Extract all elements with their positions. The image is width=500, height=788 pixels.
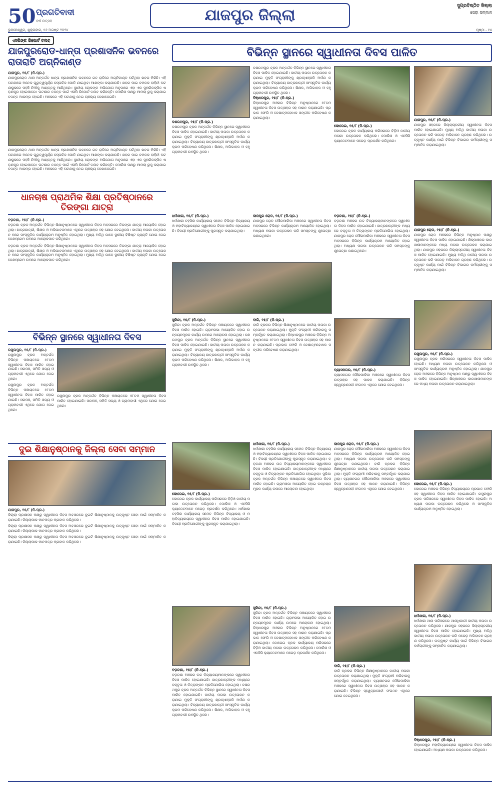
right-story-3-body: ରସୁଲପୁର ବ୍ଳକ ପରିସରରେ ସ୍ୱାଧୀନତା ଦିବସ ପାଳିତ ହୋଇଛି। ଅଧ୍ୟକ୍ଷ ପତାକା ଉତ୍ତୋଳନ କରିଥିଲେ ଓ ସାଂସ୍କୃତିକ କାର୍ଯ୍ୟକ୍ରମ ଅନୁଷ୍ଠିତ ହୋଇଥିଲା। — [414, 356, 492, 371]
award-photo — [8, 460, 166, 506]
right-story-5 — [414, 614, 492, 694]
mid-story-8-extra: ବିଞ୍ଝାରପୁର ଅଞ୍ଚଳର ବିଭିନ୍ନ ଅନୁଷ୍ଠାନରେ ୭୮ତମ ସ୍ୱାଧୀନତା ଦିବସ ଉତ୍ସାହର ସହ ପାଳନ କରାଯାଇଛି। ପ୍ରଭାତ ଫେରି ଓ ଦେଶାତ୍ମବୋଧକ ସଙ୍ଗୀତ ପରିବେଷଣ କରାଯାଇଥିଲା। — [253, 332, 331, 352]
mid-story-6 — [334, 214, 410, 314]
mid-story-7-place: ସୁକିନ୍ଦା, ୧୫/୮ (ନି.ପ୍ର.) — [172, 318, 206, 322]
right-story-1 — [414, 118, 492, 178]
mid-photo-4 — [334, 318, 410, 366]
mid-story-10-body: କୋରେଇ ବ୍ଳକ କାର୍ଯ୍ୟାଳୟ ପରିସରରେ ବିଡ଼ିଓ ଜାତୀୟ ପତାକା ଉତ୍ତୋଳନ କରିଥିଲେ। ପୋଲିସ ଓ ଏନସିସି କ୍ୟାଡେଟମାନେ ପରେଡ଼ ପ୍ରଦର୍ଶନ କରିଥିଲେ। — [172, 496, 250, 511]
mid-story-14-extra: ବିଞ୍ଝାରପୁର ଅଞ୍ଚଳର ବିଭିନ୍ନ ଅନୁଷ୍ଠାନରେ ୭୮ତମ ସ୍ୱାଧୀନତା ଦିବସ ଉତ୍ସାହର ସହ ପାଳନ କରାଯାଇଛି। ପ୍ରଭାତ ଫେରି ଓ ଦେଶାତ୍ମବୋଧକ ସଙ୍ଗୀତ ପରିବେଷଣ କରାଯାଇଥିଲା। — [253, 625, 331, 645]
second-byline: ବଡ଼ଚଣା, ୧୫/୮ (ନି.ପ୍ର.) — [8, 218, 45, 223]
right-story-4-place: କୋରେଇ, ୧୫/୮ (ନି.ପ୍ର.) — [414, 482, 452, 486]
right-photo-3 — [414, 300, 492, 350]
third-photos — [57, 348, 166, 440]
mid-story-11-extra2: ସୁକିନ୍ଦା ବ୍ଳକ ଅନ୍ତର୍ଗତ ବିଭିନ୍ନ ପଞ୍ଚାୟତରେ ସ୍ୱାଧୀନତା ଦିବସ ପାଳିତ ହୋଇଛି। ଗ୍ରାମସଭା ଆୟୋଜିତ ହୋଇ ଉନ୍ନୟନମୂଳକ କାର୍ଯ୍ୟ ଉପରେ ଆଲୋଚନା ହୋଇଥିଲା। — [253, 471, 331, 491]
mid-story-14-extra2: କୋରେଇ ବ୍ଳକ କାର୍ଯ୍ୟାଳୟ ପରିସରରେ ବିଡ଼ିଓ ଜାତୀୟ ପତାକା ଉତ୍ତୋଳନ କରିଥିଲେ। ପୋଲିସ ଓ ଏନସିସି କ୍ୟାଡେଟମାନେ ପରେଡ଼ ପ୍ରଦର୍ଶନ କରିଥିଲେ। — [253, 640, 331, 655]
date-line: ଭୁବନେଶ୍ୱର, ଶୁକ୍ରବାର, ୧୬ ଅଗଷ୍ଟ ୨୦୨୪ — [8, 28, 69, 32]
mid-photo-6 — [172, 606, 250, 666]
right-story-3-extra: ଯାଜପୁର ରୋଡ ଅଞ୍ଚଳରେ ବିଭିନ୍ନ ଅନୁଷ୍ଠାନ ପକ୍ଷରୁ ସ୍ୱାଧୀନତା ଦିବସ ପାଳିତ ହୋଇଯାଇଛି। ଶିଳ୍ପାଞ୍ଚଳର କାରଖାନାମାନଙ୍କରେ ମଧ୍ୟ ପତାକା ଉତ୍ତୋଳନ କରାଯାଇଥିଲା। — [414, 366, 492, 386]
mid-story-11-extra: ବଡ଼ଚଣା ଅଞ୍ଚଳର ଉଚ୍ଚ ବିଦ୍ୟାଳୟମାନଙ୍କରେ ସ୍ୱାଧୀନତା ଦିବସ ପାଳିତ ହୋଇଯାଇଛି। ଛାତ୍ରଛାତ୍ରୀଙ୍କ ମଧ୍ୟରେ ବକ୍ତୃତା ଓ ଚିତ୍ରାଙ୍କନ ପ୍ରତିଯୋଗିତା ହୋଇଥିଲା। — [253, 456, 331, 476]
fourth-headline: ଦୁଇ ଶିକ୍ଷାନୁଷ୍ଠାନକୁ ଜିଲ୍ଲା ସେବା ସମ୍ମାନ — [8, 443, 166, 457]
logo-tagline: ବର୍ଷ ଉତ୍ସବ — [36, 19, 53, 23]
mid-story-4 — [172, 214, 250, 260]
lead-story — [8, 71, 166, 100]
mid-story-8 — [253, 318, 331, 438]
right-photo-2 — [414, 180, 492, 226]
mid-story-1-place: ଦଶରଥପୁର, ୧୫/୮ (ନି.ପ୍ର.) — [172, 120, 214, 124]
fourth-story — [8, 508, 166, 568]
right-story-5-extra: ଯାଜପୁର ସହରରେ ଜିଲ୍ଲାସ୍ତରୀୟ ସ୍ୱାଧୀନତା ଦିବସ ପାଳିତ ହୋଇଯାଇଛି। ମୁଖ୍ୟ ଅତିଥି ଜାତୀୟ ପତାକା ଉତ୍ତୋଳନ କରି ପରେଡ଼ ଅଭିବାଦନ ଗ୍ରହଣ କରିଥିଲେ। ଉତ୍କୃଷ୍ଟ କାର୍ଯ୍ୟ ପାଇଁ ବିଭିନ୍ନ ବିଭାଗର କର୍ମଚାରୀଙ୍କୁ ସମ୍ମାନିତ କରାଯାଇଥିଲା। — [414, 623, 492, 648]
mid-story-14-place: ସୁକିନ୍ଦା, ୧୫/୮ (ନି.ପ୍ର.) — [253, 606, 287, 610]
third-story — [8, 348, 54, 440]
mid-story-14-body: ସୁକିନ୍ଦା ବ୍ଳକ ଅନ୍ତର୍ଗତ ବିଭିନ୍ନ ପଞ୍ଚାୟତରେ ସ୍ୱାଧୀନତା ଦିବସ ପାଳିତ ହୋଇଛି। ଗ୍ରାମସଭା ଆୟୋଜିତ ହୋଇ ଉନ୍ନୟନମୂଳକ କାର୍ଯ୍ୟ ଉପରେ ଆଲୋଚନା ହୋଇଥିଲା। — [253, 610, 331, 625]
mid-photo-1 — [172, 66, 250, 118]
mid-story-13-extra: ଦଶରଥପୁର ବ୍ଳକ ଅନ୍ତର୍ଗତ ବିଭିନ୍ନ ସ୍ଥାନରେ ସ୍ୱାଧୀନତା ଦିବସ ପାଳିତ ହୋଇଯାଇଛି। ଜାତୀୟ ପତାକା ଉତ୍ତୋଳନ କରାଯାଇ ମୁକ୍ତି ସଂଗ୍ରାମୀଙ୍କୁ ଶ୍ରଦ୍ଧାଞ୍ଜଳି ଅର୍ପଣ କରାଯାଇଥିଲା। ବିଦ୍ୟାଳୟ ଛାତ୍ରଛାତ୍ରୀ ସାଂସ୍କୃତିକ କାର୍ଯ୍ୟକ୍ରମ ପରିବେଷଣ କରିଥିଲେ। ଶିକ୍ଷକ, ଅଭିଭାବକ ଓ ବହୁ ଗ୍ରାମବାସୀ ଉପସ୍ଥିତ ଥିଲେ। — [172, 682, 250, 717]
mid-story-5 — [253, 214, 331, 260]
lead-story-body-2: ଯାଜପୁରରୋଡ ଥାନା ଅନ୍ତର୍ଗତ ଧାନ୍ତା ପ୍ରଶାସନିକ ଭବନରେ ଗତ ରାତିରେ ଅଗ୍ନିକାଣ୍ଡ ଘଟିଥିବା ଖବର ମିଳିଛି। ଏହି ଘଟଣାରେ ଅନେକ ଗୁରୁତ୍ୱପୂର୍ଣ୍ଣ ଦସ୍ତାବିଜ ପୋଡି ଯାଇଥିବା ଆଶଙ୍କା କରାଯାଉଛି। ଖବର ପାଇ ଦମକଳ ବାହିନୀ ଘଟଣାସ୍ଥଳରେ ପହଞ୍ଚି ନିଆଁକୁ ଆୟତ୍ତକୁ ଆଣିଥିଲେ। ସ୍ଥାନୀୟ ଲୋକଙ୍କ ଅଭିଯୋଗ ଅନୁସାରେ ଏହା ଏକ ସୁପରିକଳ୍ପିତ ଷଡ଼ଯନ୍ତ୍ର ହୋଇପାରେ। ଘଟଣାର ତଦନ୍ତ ପାଇଁ ଏସପି ରିପୋର୍ଟ ତଲବ କରିଛନ୍ତି। ପୋଲିସ ପକ୍ଷରୁ ମାମଲା ରୁଜୁ କରାଯାଇ ତଦନ୍ତ ଆରମ୍ଭ ହୋଇଛି। ଅଞ୍ଚଳରେ ଏହି ଘଟଣାକୁ ନେଇ ଚାଞ୍ଚଲ୍ୟ ଦେଖାଦେଇଛି। — [8, 148, 166, 172]
section-banner: ବିଭିନ୍ନ ସ୍ଥାନରେ ସ୍ୱାଧୀନତା ଦିବସ ପାଳିତ — [172, 44, 492, 62]
third-story-body: ରସୁଲପୁର ବ୍ଳକ ଅନ୍ତର୍ଗତ ବିଭିନ୍ନ ପଞ୍ଚାୟତରେ ୭୮ତମ ସ୍ୱାଧୀନତା ଦିବସ ପାଳିତ ହୋଇଯାଇଛି। ସରପଞ୍ଚ, ସମିତି ସଭ୍ୟ ଓ ଗ୍ରାମବାସୀ ଏଥିରେ ଯୋଗ ଦେଇଥିଲେ। — [8, 352, 54, 382]
right-photo-6 — [414, 696, 492, 736]
right-ad-line2: ସେବା ସମ୍ମାନ — [470, 10, 492, 16]
mid-story-13-place: ବଡ଼ଚଣା, ୧୫/୮ (ନି.ପ୍ର.) — [172, 668, 209, 672]
third-story-block — [8, 348, 166, 440]
mid-story-4-body: ଧର୍ମଶାଳା ତହସିଲ କାର୍ଯ୍ୟାଳୟ ସମେତ ବିଭିନ୍ନ ବିଦ୍ୟାଳୟ ଓ ମହାବିଦ୍ୟାଳୟରେ ସ୍ୱାଧୀନତା ଦିବସ ପାଳିତ ହୋଇଯାଇଛି। ବିଜୟୀ ପ୍ରତିଯୋଗୀଙ୍କୁ ପୁରସ୍କୃତ କରାଯାଇଥିଲା। — [172, 218, 250, 233]
mid-story-1-body: ଦଶରଥପୁର ବ୍ଳକ ଅନ୍ତର୍ଗତ ବିଭିନ୍ନ ସ୍ଥାନରେ ସ୍ୱାଧୀନତା ଦିବସ ପାଳିତ ହୋଇଯାଇଛି। ଜାତୀୟ ପତାକା ଉତ୍ତୋଳନ କରାଯାଇ ମୁକ୍ତି ସଂଗ୍ରାମୀଙ୍କୁ ଶ୍ରଦ୍ଧାଞ୍ଜଳି ଅର୍ପଣ କରାଯାଇଥିଲା। ବିଦ୍ୟାଳୟ ଛାତ୍ରଛାତ୍ରୀ ସାଂସ୍କୃତିକ କାର୍ଯ୍ୟକ୍ରମ ପରିବେଷଣ କରିଥିଲେ। ଶିକ୍ଷକ, ଅଭିଭାବକ ଓ ବହୁ ଗ୍ରାମବାସୀ ଉପସ୍ଥିତ ଥିଲେ। — [172, 124, 250, 154]
right-story-2-extra: ଯାଜପୁର ସହରରେ ଜିଲ୍ଲାସ୍ତରୀୟ ସ୍ୱାଧୀନତା ଦିବସ ପାଳିତ ହୋଇଯାଇଛି। ମୁଖ୍ୟ ଅତିଥି ଜାତୀୟ ପତାକା ଉତ୍ତୋଳନ କରି ପରେଡ଼ ଅଭିବାଦନ ଗ୍ରହଣ କରିଥିଲେ। ଉତ୍କୃଷ୍ଟ କାର୍ଯ୍ୟ ପାଇଁ ବିଭିନ୍ନ ବିଭାଗର କର୍ମଚାରୀଙ୍କୁ ସମ୍ମାନିତ କରାଯାଇଥିଲା। — [414, 247, 492, 272]
page-footer-rule — [8, 781, 492, 785]
right-story-3-place: ରସୁଲପୁର, ୧୫/୮ (ନି.ପ୍ର.) — [414, 352, 453, 356]
right-story-2-place: ଯାଜପୁର ରୋଡ, ୧୫/୮ (ନି.ପ୍ର.) — [414, 228, 460, 232]
mid-photo-5 — [172, 442, 250, 490]
right-ad-line1: ସୁପ୍ରତିଷ୍ଠିତ ଜିଲ୍ଲା — [456, 4, 492, 9]
mid-story-9-place: ବ୍ୟାସନଗର, ୧୫/୮ (ନି.ପ୍ର.) — [334, 368, 376, 372]
mid-story-12-extra2: ବ୍ୟାସନଗର ପୌରପାଳିକା ଅଞ୍ଚଳରେ ସ୍ୱାଧୀନତା ଦିବସ ଉତ୍ସାହର ସହ ପାଳନ କରାଯାଇଛି। ବିଭିନ୍ନ ସ୍ୱେଚ୍ଛାସେବୀ ସଂଗଠନ ଏଥିରେ ଯୋଗ ଦେଇଥିଲେ। — [334, 476, 410, 491]
third-byline: ରସୁଲପୁର, ୧୫/୮ (ନି.ପ୍ର.) — [8, 348, 47, 353]
right-story-3 — [414, 352, 492, 428]
mid-story-6-place: ବଡ଼ଚଣା, ୧୫/୮ (ନି.ପ୍ର.) — [334, 214, 371, 218]
flag-photo-1 — [57, 348, 166, 392]
fourth-story-body-2: ଜିଲ୍ଲା ପ୍ରଶାସନ ପକ୍ଷରୁ ସ୍ୱାଧୀନତା ଦିବସ ଅବସରରେ ଦୁଇଟି ଶିକ୍ଷାନୁଷ୍ଠାନକୁ ଉତ୍କୃଷ୍ଟ ସେବା ପାଇଁ ସମ୍ମାନିତ କରାଯାଇଛି। ଜିଲ୍ଲାପାଳ ମାନପତ୍ର ପ୍ରଦାନ କରିଥିଲେ। — [8, 524, 166, 533]
mid-story-3-body: କୋରେଇ ବ୍ଳକ କାର୍ଯ୍ୟାଳୟ ପରିସରରେ ବିଡ଼ିଓ ଜାତୀୟ ପତାକା ଉତ୍ତୋଳନ କରିଥିଲେ। ପୋଲିସ ଓ ଏନସିସି କ୍ୟାଡେଟମାନେ ପରେଡ଼ ପ୍ରଦର୍ଶନ କରିଥିଲେ। — [334, 128, 410, 143]
mid-story-12-body: ଯାଜପୁର ରୋଡ ପୌରପାଳିକା ଅଞ୍ଚଳରେ ସ୍ୱାଧୀନତା ଦିବସ ଅବସରରେ ବିଭିନ୍ନ କାର୍ଯ୍ୟକ୍ରମ ଆୟୋଜିତ ହୋଇଥିଲା। ଅଧ୍ୟକ୍ଷ ପତାକା ଉତ୍ତୋଳନ କରି ସମସ୍ତଙ୍କୁ ଶୁଭେଚ୍ଛା ଜଣାଇଥିଲେ। — [334, 446, 410, 466]
right-story-4-extra: ରସୁଲପୁର ବ୍ଳକ ପରିସରରେ ସ୍ୱାଧୀନତା ଦିବସ ପାଳିତ ହୋଇଛି। ଅଧ୍ୟକ୍ଷ ପତାକା ଉତ୍ତୋଳନ କରିଥିଲେ ଓ ସାଂସ୍କୃତିକ କାର୍ଯ୍ୟକ୍ରମ ଅନୁଷ୍ଠିତ ହୋଇଥିଲା। — [414, 491, 492, 511]
mid-story-11-body: ଧର୍ମଶାଳା ତହସିଲ କାର୍ଯ୍ୟାଳୟ ସମେତ ବିଭିନ୍ନ ବିଦ୍ୟାଳୟ ଓ ମହାବିଦ୍ୟାଳୟରେ ସ୍ୱାଧୀନତା ଦିବସ ପାଳିତ ହୋଇଯାଇଛି। ବିଜୟୀ ପ୍ରତିଯୋଗୀଙ୍କୁ ପୁରସ୍କୃତ କରାଯାଇଥିଲା। — [253, 446, 331, 461]
page-number: ପୃଷ୍ଠା - ୧୪ — [476, 28, 492, 32]
mid-photo-3 — [172, 262, 332, 314]
mid-story-2-lead: ଦଶରଥପୁର ବ୍ଳକ ଅନ୍ତର୍ଗତ ବିଭିନ୍ନ ସ୍ଥାନରେ ସ୍ୱାଧୀନତା ଦିବସ ପାଳିତ ହୋଇଯାଇଛି। ଜାତୀୟ ପତାକା ଉତ୍ତୋଳନ କରାଯାଇ ମୁକ୍ତି ସଂଗ୍ରାମୀଙ୍କୁ ଶ୍ରଦ୍ଧାଞ୍ଜଳି ଅର୍ପଣ କରାଯାଇଥିଲା। ବିଦ୍ୟାଳୟ ଛାତ୍ରଛାତ୍ରୀ ସାଂସ୍କୃତିକ କାର୍ଯ୍ୟକ୍ରମ ପରିବେଷଣ କରିଥିଲେ। ଶିକ୍ଷକ, ଅଭିଭାବକ ଓ ବହୁ ଗ୍ରାମବାସୀ ଉପସ୍ଥିତ ଥିଲେ। — [253, 66, 331, 95]
mid-story-12-place: ଜାଜପୁର ରୋଡ, ୧୫/୮ (ନି.ପ୍ର.) — [334, 442, 379, 446]
anniversary-number: 50 — [8, 4, 36, 28]
masthead-right-ad — [392, 4, 492, 28]
district-page-title: ଯାଜପୁର ଜିଲ୍ଲା — [150, 3, 350, 28]
mid-story-8-body: ବାରି ବ୍ଳକର ବିଭିନ୍ନ ଶିକ୍ଷାନୁଷ୍ଠାନରେ ଜାତୀୟ ପତାକା ଉତ୍ତୋଳନ କରାଯାଇଥିଲା। ମୁକ୍ତି ସଂଗ୍ରାମୀ ପରିବାରକୁ ସମ୍ବର୍ଦ୍ଧିତ କରାଯାଇଥିଲା। — [253, 322, 331, 337]
second-story — [8, 218, 166, 328]
second-story-body-2: ବଡ଼ଚଣା ବ୍ଳକ ଅନ୍ତର୍ଗତ ବିଭିନ୍ନ ଶିକ୍ଷାନୁଷ୍ଠାନରେ ସ୍ୱାଧୀନତା ଦିବସ ଅବସରରେ ତିରଙ୍ଗା ଯାତ୍ରା ଆୟୋଜିତ ହୋଇଥିଲା। ଛାତ୍ରଛାତ୍ରୀ, ଶିକ୍ଷକ ଓ ଅଭିଭାବକମାନେ ଏଥିରେ ଉତ୍ସାହର ସହ ଯୋଗ ଦେଇଥିଲେ। ଜାତୀୟ ପତାକା ଉତ୍ତୋଳନ ପରେ ସାଂସ୍କୃତିକ କାର୍ଯ୍ୟକ୍ରମ ଅନୁଷ୍ଠିତ ହୋଇଥିଲା। ମୁଖ୍ୟ ଅତିଥି ଭାବେ ସ୍ଥାନୀୟ ବିଶିଷ୍ଟ ବ୍ୟକ୍ତି ଯୋଗ ଦେଇ ଦେଶପ୍ରେମ ଉପରେ ଆଲୋକପାତ କରିଥିଲେ। — [8, 243, 166, 263]
right-photo-5 — [414, 564, 492, 612]
mid-story-14 — [253, 606, 331, 778]
mid-story-6-body: ବଡ଼ଚଣା ଅଞ୍ଚଳର ଉଚ୍ଚ ବିଦ୍ୟାଳୟମାନଙ୍କରେ ସ୍ୱାଧୀନତା ଦିବସ ପାଳିତ ହୋଇଯାଇଛି। ଛାତ୍ରଛାତ୍ରୀଙ୍କ ମଧ୍ୟରେ ବକ୍ତୃତା ଓ ଚିତ୍ରାଙ୍କନ ପ୍ରତିଯୋଗିତା ହୋଇଥିଲା। — [334, 218, 410, 233]
lead-headline: ଯାଜପୁରରୋଡ-ଧାନ୍ତା ପ୍ରଶାସନିକ ଭବନରେ ରାତାରାତି ଅଗ୍ନିକାଣ୍ଡ — [8, 47, 159, 69]
third-story-body-2: ରସୁଲପୁର ବ୍ଳକ ଅନ୍ତର୍ଗତ ବିଭିନ୍ନ ପଞ୍ଚାୟତରେ ୭୮ତମ ସ୍ୱାଧୀନତା ଦିବସ ପାଳିତ ହୋଇଯାଇଛି। ସରପଞ୍ଚ, ସମିତି ସଭ୍ୟ ଓ ଗ୍ରାମବାସୀ ଏଥିରେ ଯୋଗ ଦେଇଥିଲେ। — [8, 383, 54, 412]
fire-photo — [8, 102, 166, 146]
right-story-5-place: ଧର୍ମଶାଳା, ୧୫/୮ (ନି.ପ୍ର.) — [414, 614, 451, 618]
right-story-6 — [414, 738, 492, 778]
mid-story-4-place: ଧର୍ମଶାଳା, ୧୫/୮ (ନି.ପ୍ର.) — [172, 214, 209, 218]
newspaper-name: ପ୍ରଗତିବାଦୀ — [36, 8, 75, 17]
second-headline: ଧାନଚାଷ ପ୍ରାଥମିକ ଶିକ୍ଷା ପ୍ରତିଷ୍ଠାନରେ ତିରଙ୍ଗା ଯାତ୍ରା — [8, 191, 166, 215]
mid-story-15-body: ବାରି ବ୍ଳକର ବିଭିନ୍ନ ଶିକ୍ଷାନୁଷ୍ଠାନରେ ଜାତୀୟ ପତାକା ଉତ୍ତୋଳନ କରାଯାଇଥିଲା। ମୁକ୍ତି ସଂଗ୍ରାମୀ ପରିବାରକୁ ସମ୍ବର୍ଦ୍ଧିତ କରାଯାଇଥିଲା। — [334, 668, 410, 683]
right-story-5-body: ଧର୍ମଶାଳା ଥାନା ପରିସରରେ ଥାନାଧିକାରୀ ଜାତୀୟ ପତାକା ଉତ୍ତୋଳନ କରିଥିଲେ। — [414, 618, 492, 628]
mid-story-3 — [334, 124, 410, 210]
right-story-6-body: ବିଞ୍ଝାରପୁର ମହାବିଦ୍ୟାଳୟରେ ସ୍ୱାଧୀନତା ଦିବସ ପାଳିତ ହୋଇଯାଇଛି। ଅଧ୍ୟକ୍ଷ ପତାକା ଉତ୍ତୋଳନ କରିଥିଲେ। — [414, 742, 492, 752]
right-story-2-body: ଯାଜପୁର ରୋଡ ଅଞ୍ଚଳରେ ବିଭିନ୍ନ ଅନୁଷ୍ଠାନ ପକ୍ଷରୁ ସ୍ୱାଧୀନତା ଦିବସ ପାଳିତ ହୋଇଯାଇଛି। ଶିଳ୍ପାଞ୍ଚଳର କାରଖାନାମାନଙ୍କରେ ମଧ୍ୟ ପତାକା ଉତ୍ତୋଳନ କରାଯାଇଥିଲା। — [414, 232, 492, 252]
mid-story-15 — [334, 664, 410, 778]
left-column — [8, 36, 166, 568]
mid-story-11 — [253, 442, 331, 602]
fourth-story-body-3: ଜିଲ୍ଲା ପ୍ରଶାସନ ପକ୍ଷରୁ ସ୍ୱାଧୀନତା ଦିବସ ଅବସରରେ ଦୁଇଟି ଶିକ୍ଷାନୁଷ୍ଠାନକୁ ଉତ୍କୃଷ୍ଟ ସେବା ପାଇଁ ସମ୍ମାନିତ କରାଯାଇଛି। ଜିଲ୍ଲାପାଳ ମାନପତ୍ର ପ୍ରଦାନ କରିଥିଲେ। — [8, 535, 166, 545]
mid-story-6-extra: ଯାଜପୁର ରୋଡ ପୌରପାଳିକା ଅଞ୍ଚଳରେ ସ୍ୱାଧୀନତା ଦିବସ ଅବସରରେ ବିଭିନ୍ନ କାର୍ଯ୍ୟକ୍ରମ ଆୟୋଜିତ ହୋଇଥିଲା। ଅଧ୍ୟକ୍ଷ ପତାକା ଉତ୍ତୋଳନ କରି ସମସ୍ତଙ୍କୁ ଶୁଭେଚ୍ଛା ଜଣାଇଥିଲେ। — [334, 233, 410, 253]
right-story-2 — [414, 228, 492, 298]
right-story-1-place: ଯାଜପୁର, ୧୫/୮ (ନି.ପ୍ର.) — [414, 118, 451, 122]
fourth-byline: ଯାଜପୁର, ୧୫/୮ (ନି.ପ୍ର.) — [8, 508, 45, 513]
right-story-4 — [414, 482, 492, 562]
mid-story-10 — [172, 492, 250, 602]
right-photo-4 — [414, 430, 492, 480]
mid-photo-7 — [334, 606, 410, 662]
lead-byline: ଯାଜପୁର, ୧୫/୮ (ନି.ପ୍ର.) — [8, 70, 45, 75]
mid-story-9 — [334, 368, 410, 438]
story-kicker: ଏସପିଙ୍କ ରିପୋର୍ଟ ତଲବ — [8, 36, 54, 45]
third-story-side — [57, 394, 166, 440]
mid-story-13-body: ବଡ଼ଚଣା ଅଞ୍ଚଳର ଉଚ୍ଚ ବିଦ୍ୟାଳୟମାନଙ୍କରେ ସ୍ୱାଧୀନତା ଦିବସ ପାଳିତ ହୋଇଯାଇଛି। ଛାତ୍ରଛାତ୍ରୀଙ୍କ ମଧ୍ୟରେ ବକ୍ତୃତା ଓ ଚିତ୍ରାଙ୍କନ ପ୍ରତିଯୋଗିତା ହୋଇଥିଲା। — [172, 672, 250, 687]
mid-story-13 — [172, 668, 250, 778]
right-story-1-body: ଯାଜପୁର ସହରରେ ଜିଲ୍ଲାସ୍ତରୀୟ ସ୍ୱାଧୀନତା ଦିବସ ପାଳିତ ହୋଇଯାଇଛି। ମୁଖ୍ୟ ଅତିଥି ଜାତୀୟ ପତାକା ଉତ୍ତୋଳନ କରି ପରେଡ଼ ଅଭିବାଦନ ଗ୍ରହଣ କରିଥିଲେ। ଉତ୍କୃଷ୍ଟ କାର୍ଯ୍ୟ ପାଇଁ ବିଭିନ୍ନ ବିଭାଗର କର୍ମଚାରୀଙ୍କୁ ସମ୍ମାନିତ କରାଯାଇଥିଲା। — [414, 122, 492, 147]
right-story-4-body: କୋରେଇ ଅଞ୍ଚଳର ବିଭିନ୍ନ ବିଦ୍ୟାଳୟରେ ପ୍ରଭାତ ଫେରି ସହ ସ୍ୱାଧୀନତା ଦିବସ ପାଳିତ ହୋଇଯାଇଛି। — [414, 486, 492, 496]
mid-story-9-body: ବ୍ୟାସନଗର ପୌରପାଳିକା ଅଞ୍ଚଳରେ ସ୍ୱାଧୀନତା ଦିବସ ଉତ୍ସାହର ସହ ପାଳନ କରାଯାଇଛି। ବିଭିନ୍ନ ସ୍ୱେଚ୍ଛାସେବୀ ସଂଗଠନ ଏଥିରେ ଯୋଗ ଦେଇଥିଲେ। — [334, 372, 410, 387]
fourth-story-body: ଜିଲ୍ଲା ପ୍ରଶାସନ ପକ୍ଷରୁ ସ୍ୱାଧୀନତା ଦିବସ ଅବସରରେ ଦୁଇଟି ଶିକ୍ଷାନୁଷ୍ଠାନକୁ ଉତ୍କୃଷ୍ଟ ସେବା ପାଇଁ ସମ୍ମାନିତ କରାଯାଇଛି। ଜିଲ୍ଲାପାଳ ମାନପତ୍ର ପ୍ରଦାନ କରିଥିଲେ। — [8, 512, 166, 522]
lead-story-body: ଯାଜପୁରରୋଡ ଥାନା ଅନ୍ତର୍ଗତ ଧାନ୍ତା ପ୍ରଶାସନିକ ଭବନରେ ଗତ ରାତିରେ ଅଗ୍ନିକାଣ୍ଡ ଘଟିଥିବା ଖବର ମିଳିଛି। ଏହି ଘଟଣାରେ ଅନେକ ଗୁରୁତ୍ୱପୂର୍ଣ୍ଣ ଦସ୍ତାବିଜ ପୋଡି ଯାଇଥିବା ଆଶଙ୍କା କରାଯାଉଛି। ଖବର ପାଇ ଦମକଳ ବାହିନୀ ଘଟଣାସ୍ଥଳରେ ପହଞ୍ଚି ନିଆଁକୁ ଆୟତ୍ତକୁ ଆଣିଥିଲେ। ସ୍ଥାନୀୟ ଲୋକଙ୍କ ଅଭିଯୋଗ ଅନୁସାରେ ଏହା ଏକ ସୁପରିକଳ୍ପିତ ଷଡ଼ଯନ୍ତ୍ର ହୋଇପାରେ। ଘଟଣାର ତଦନ୍ତ ପାଇଁ ଏସପି ରିପୋର୍ଟ ତଲବ କରିଛନ୍ତି। ପୋଲିସ ପକ୍ଷରୁ ମାମଲା ରୁଜୁ କରାଯାଇ ତଦନ୍ତ ଆରମ୍ଭ ହୋଇଛି। ଅଞ୍ଚଳରେ ଏହି ଘଟଣାକୁ ନେଇ ଚାଞ୍ଚଲ୍ୟ ଦେଖାଦେଇଛି। — [8, 75, 166, 100]
lead-story-continued — [8, 148, 166, 188]
mid-story-2-body: ବିଞ୍ଝାରପୁର ଅଞ୍ଚଳର ବିଭିନ୍ନ ଅନୁଷ୍ଠାନରେ ୭୮ତମ ସ୍ୱାଧୀନତା ଦିବସ ଉତ୍ସାହର ସହ ପାଳନ କରାଯାଇଛି। ପ୍ରଭାତ ଫେରି ଓ ଦେଶାତ୍ମବୋଧକ ସଙ୍ଗୀତ ପରିବେଷଣ କରାଯାଇଥିଲା। — [253, 100, 331, 120]
date-bar — [8, 28, 492, 33]
third-headline: ବିଭିନ୍ନ ସ୍ଥାନରେ ସ୍ୱାଧୀନତା ଦିବସ — [8, 331, 166, 345]
mid-story-7-extra: ଦଶରଥପୁର ବ୍ଳକ ଅନ୍ତର୍ଗତ ବିଭିନ୍ନ ସ୍ଥାନରେ ସ୍ୱାଧୀନତା ଦିବସ ପାଳିତ ହୋଇଯାଇଛି। ଜାତୀୟ ପତାକା ଉତ୍ତୋଳନ କରାଯାଇ ମୁକ୍ତି ସଂଗ୍ରାମୀଙ୍କୁ ଶ୍ରଦ୍ଧାଞ୍ଜଳି ଅର୍ପଣ କରାଯାଇଥିଲା। ବିଦ୍ୟାଳୟ ଛାତ୍ରଛାତ୍ରୀ ସାଂସ୍କୃତିକ କାର୍ଯ୍ୟକ୍ରମ ପରିବେଷଣ କରିଥିଲେ। ଶିକ୍ଷକ, ଅଭିଭାବକ ଓ ବହୁ ଗ୍ରାମବାସୀ ଉପସ୍ଥିତ ଥିଲେ। — [172, 332, 250, 367]
mid-story-15-place: ବାରି, ୧୫/୮ (ନି.ପ୍ର.) — [334, 664, 366, 668]
mid-story-12 — [334, 442, 410, 602]
mid-story-5-place: ଜାଜପୁର ରୋଡ, ୧୫/୮ (ନି.ପ୍ର.) — [253, 214, 298, 218]
mid-story-2 — [253, 66, 331, 210]
mid-story-1 — [172, 120, 250, 210]
right-photo-1 — [414, 66, 492, 116]
newspaper-logo — [8, 4, 103, 28]
mid-story-12-extra: ବାରି ବ୍ଳକର ବିଭିନ୍ନ ଶିକ୍ଷାନୁଷ୍ଠାନରେ ଜାତୀୟ ପତାକା ଉତ୍ତୋଳନ କରାଯାଇଥିଲା। ମୁକ୍ତି ସଂଗ୍ରାମୀ ପରିବାରକୁ ସମ୍ବର୍ଦ୍ଧିତ କରାଯାଇଥିଲା। — [334, 461, 410, 481]
mid-story-5-body: ଯାଜପୁର ରୋଡ ପୌରପାଳିକା ଅଞ୍ଚଳରେ ସ୍ୱାଧୀନତା ଦିବସ ଅବସରରେ ବିଭିନ୍ନ କାର୍ଯ୍ୟକ୍ରମ ଆୟୋଜିତ ହୋଇଥିଲା। ଅଧ୍ୟକ୍ଷ ପତାକା ଉତ୍ତୋଳନ କରି ସମସ୍ତଙ୍କୁ ଶୁଭେଚ୍ଛା ଜଣାଇଥିଲେ। — [253, 218, 331, 238]
third-story-side-body: ରସୁଲପୁର ବ୍ଳକ ଅନ୍ତର୍ଗତ ବିଭିନ୍ନ ପଞ୍ଚାୟତରେ ୭୮ତମ ସ୍ୱାଧୀନତା ଦିବସ ପାଳିତ ହୋଇଯାଇଛି। ସରପଞ୍ଚ, ସମିତି ସଭ୍ୟ ଓ ଗ୍ରାମବାସୀ ଏଥିରେ ଯୋଗ ଦେଇଥିଲେ। — [57, 394, 166, 408]
mid-story-7 — [172, 318, 250, 438]
mid-story-7-body: ସୁକିନ୍ଦା ବ୍ଳକ ଅନ୍ତର୍ଗତ ବିଭିନ୍ନ ପଞ୍ଚାୟତରେ ସ୍ୱାଧୀନତା ଦିବସ ପାଳିତ ହୋଇଛି। ଗ୍ରାମସଭା ଆୟୋଜିତ ହୋଇ ଉନ୍ନୟନମୂଳକ କାର୍ଯ୍ୟ ଉପରେ ଆଲୋଚନା ହୋଇଥିଲା। — [172, 322, 250, 337]
masthead — [0, 0, 500, 34]
mid-story-15-extra: ବ୍ୟାସନଗର ପୌରପାଳିକା ଅଞ୍ଚଳରେ ସ୍ୱାଧୀନତା ଦିବସ ଉତ୍ସାହର ସହ ପାଳନ କରାଯାଇଛି। ବିଭିନ୍ନ ସ୍ୱେଚ୍ଛାସେବୀ ସଂଗଠନ ଏଥିରେ ଯୋଗ ଦେଇଥିଲେ। — [334, 678, 410, 698]
mid-story-11-place: ଧର୍ମଶାଳା, ୧୫/୮ (ନି.ପ୍ର.) — [253, 442, 290, 446]
mid-photo-2 — [334, 66, 410, 122]
mid-story-2-place: ବିଞ୍ଝାରପୁର, ୧୫/୮ (ନି.ପ୍ର.) — [253, 95, 295, 100]
mid-story-10-extra: ଧର୍ମଶାଳା ତହସିଲ କାର୍ଯ୍ୟାଳୟ ସମେତ ବିଭିନ୍ନ ବିଦ୍ୟାଳୟ ଓ ମହାବିଦ୍ୟାଳୟରେ ସ୍ୱାଧୀନତା ଦିବସ ପାଳିତ ହୋଇଯାଇଛି। ବିଜୟୀ ପ୍ରତିଯୋଗୀଙ୍କୁ ପୁରସ୍କୃତ କରାଯାଇଥିଲା। — [172, 506, 250, 526]
right-story-6-place: ବିଞ୍ଝାରପୁର, ୧୫/୮ (ନି.ପ୍ର.) — [414, 738, 456, 742]
mid-story-10-place: କୋରେଇ, ୧୫/୮ (ନି.ପ୍ର.) — [172, 492, 210, 496]
second-story-body: ବଡ଼ଚଣା ବ୍ଳକ ଅନ୍ତର୍ଗତ ବିଭିନ୍ନ ଶିକ୍ଷାନୁଷ୍ଠାନରେ ସ୍ୱାଧୀନତା ଦିବସ ଅବସରରେ ତିରଙ୍ଗା ଯାତ୍ରା ଆୟୋଜିତ ହୋଇଥିଲା। ଛାତ୍ରଛାତ୍ରୀ, ଶିକ୍ଷକ ଓ ଅଭିଭାବକମାନେ ଏଥିରେ ଉତ୍ସାହର ସହ ଯୋଗ ଦେଇଥିଲେ। ଜାତୀୟ ପତାକା ଉତ୍ତୋଳନ ପରେ ସାଂସ୍କୃତିକ କାର୍ଯ୍ୟକ୍ରମ ଅନୁଷ୍ଠିତ ହୋଇଥିଲା। ମୁଖ୍ୟ ଅତିଥି ଭାବେ ସ୍ଥାନୀୟ ବିଶିଷ୍ଟ ବ୍ୟକ୍ତି ଯୋଗ ଦେଇ ଦେଶପ୍ରେମ ଉପରେ ଆଲୋକପାତ କରିଥିଲେ। — [8, 222, 166, 242]
mid-story-3-place: କୋରେଇ, ୧୫/୮ (ନି.ପ୍ର.) — [334, 124, 372, 128]
mid-story-8-place: ବାରି, ୧୫/୮ (ନି.ପ୍ର.) — [253, 318, 285, 322]
